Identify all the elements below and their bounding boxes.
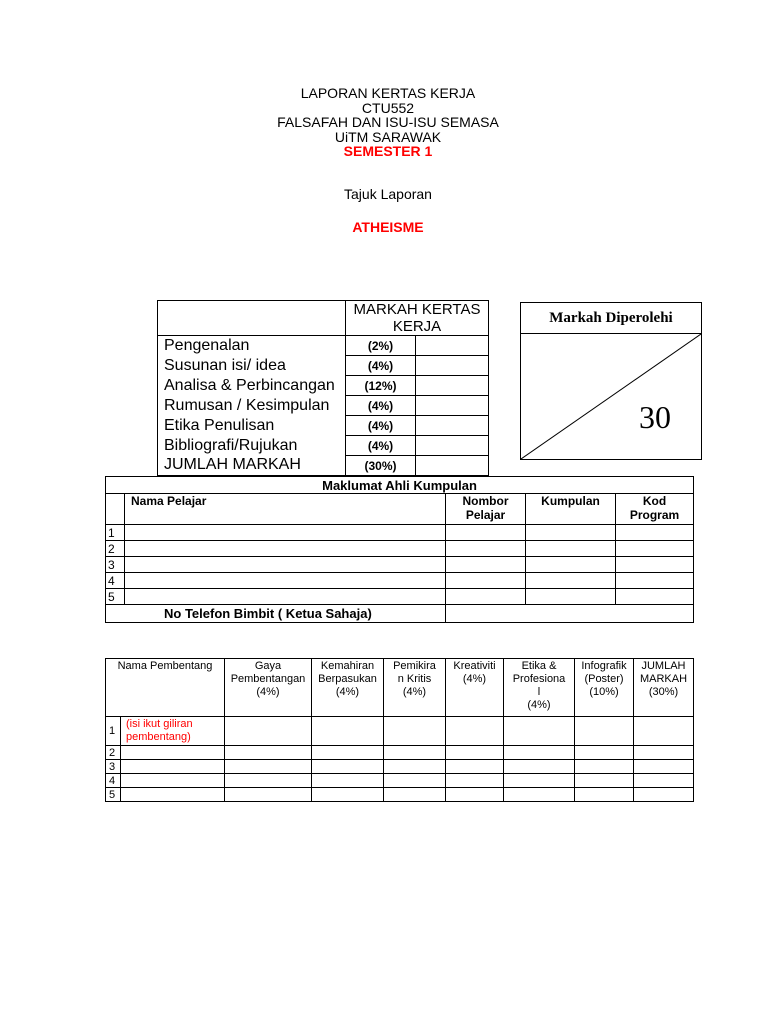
score-cell[interactable] — [634, 774, 694, 788]
jum-line2: MARKAH — [639, 673, 688, 685]
score-cell[interactable] — [384, 717, 446, 746]
member-kumpulan-cell[interactable] — [526, 589, 616, 605]
course-name: FALSAFAH DAN ISU-ISU SEMASA — [277, 114, 499, 130]
kre-line1: Kreativiti — [453, 660, 496, 672]
kem-line2: Berpasukan — [318, 673, 377, 685]
row-number: 5 — [106, 788, 121, 802]
member-kumpulan-cell[interactable] — [526, 557, 616, 573]
tajuk-label: Tajuk Laporan — [344, 186, 432, 202]
member-nombor-cell[interactable] — [446, 589, 526, 605]
member-kod-cell[interactable] — [616, 557, 694, 573]
member-name-cell[interactable] — [125, 525, 446, 541]
score-cell[interactable] — [446, 746, 504, 760]
presentation-table — [105, 658, 694, 802]
jum-line3: (30%) — [648, 686, 679, 698]
members-header-kod — [616, 494, 694, 525]
marks-total-label: JUMLAH MARKAH — [158, 456, 346, 476]
eti-line3: l — [537, 686, 541, 698]
table-row — [106, 717, 694, 746]
header-nama-pembentang: Nama Pembentang — [106, 659, 225, 717]
score-cell[interactable] — [634, 760, 694, 774]
header-etika — [504, 659, 575, 717]
score-cell[interactable] — [446, 717, 504, 746]
score-cell[interactable] — [312, 774, 384, 788]
score-cell[interactable] — [504, 717, 575, 746]
diagonal-line — [521, 334, 701, 459]
kem-line1: Kemahiran — [320, 660, 375, 672]
header-kreativiti — [446, 659, 504, 717]
table-row — [106, 525, 694, 541]
presentation-header-row — [106, 659, 694, 717]
marks-total-score[interactable] — [416, 456, 489, 476]
report-topic: ATHEISME — [352, 219, 424, 235]
member-kumpulan-cell[interactable] — [526, 525, 616, 541]
inf-line2: (Poster) — [584, 673, 624, 685]
score-cell[interactable] — [575, 774, 634, 788]
score-cell[interactable] — [384, 760, 446, 774]
row-number: 1 — [106, 717, 121, 746]
table-row — [106, 557, 694, 573]
inf-line3: (10%) — [589, 686, 619, 698]
marks-row-pct: (4%) — [346, 396, 416, 416]
member-kod-cell[interactable] — [616, 589, 694, 605]
marks-total-pct: (30%) — [346, 456, 416, 476]
members-header-nombor — [446, 494, 526, 525]
course-code: CTU552 — [361, 99, 415, 116]
score-cell[interactable] — [504, 746, 575, 760]
pem-line2: n Kritis — [397, 673, 432, 685]
marks-row-score[interactable] — [416, 396, 489, 416]
presenter-name-cell[interactable] — [121, 746, 225, 760]
score-cell[interactable] — [504, 774, 575, 788]
marks-row-pct: (4%) — [346, 416, 416, 436]
marks-row-label: Pengenalan — [158, 336, 346, 356]
presenter-note[interactable] — [121, 717, 225, 746]
marks-row-score[interactable] — [416, 356, 489, 376]
row-number: 2 — [106, 746, 121, 760]
header-infografik — [575, 659, 634, 717]
kre-line2: (4%) — [462, 673, 487, 685]
member-kod-cell[interactable] — [616, 541, 694, 557]
score-cell[interactable] — [575, 746, 634, 760]
score-cell[interactable] — [634, 746, 694, 760]
gaya-line1: Gaya — [254, 660, 282, 672]
score-cell[interactable] — [634, 717, 694, 746]
phone-input-cell[interactable] — [446, 605, 694, 623]
institution: UiTM SARAWAK — [334, 128, 442, 145]
marks-row — [158, 336, 489, 356]
kod-line2: Program — [629, 508, 680, 522]
score-cell[interactable] — [504, 760, 575, 774]
semester: SEMESTER 1 — [343, 143, 433, 159]
marks-row-label: Rumusan / Kesimpulan — [158, 396, 346, 416]
score-cell[interactable] — [634, 788, 694, 802]
score-cell[interactable] — [312, 717, 384, 746]
row-number: 5 — [106, 589, 125, 605]
member-kod-cell[interactable] — [616, 573, 694, 589]
pem-line1: Pemikira — [393, 660, 436, 672]
score-cell[interactable] — [225, 717, 312, 746]
gaya-line3: (4%) — [256, 686, 280, 698]
marks-row-label: Etika Penulisan — [158, 416, 346, 436]
marks-row-label: Bibliografi/Rujukan — [158, 436, 346, 456]
score-cell[interactable] — [446, 774, 504, 788]
row-number: 2 — [106, 541, 125, 557]
marks-row-score[interactable] — [416, 376, 489, 396]
member-name-cell[interactable] — [125, 589, 446, 605]
member-nombor-cell[interactable] — [446, 525, 526, 541]
marks-row-pct: (4%) — [346, 436, 416, 456]
member-name-cell[interactable] — [125, 541, 446, 557]
marks-row-pct: (4%) — [346, 356, 416, 376]
note-line2: pembentang) — [126, 731, 191, 743]
marks-row — [158, 376, 489, 396]
kod-line1: Kod — [642, 494, 667, 508]
header-jumlah — [634, 659, 694, 717]
score-cell[interactable] — [384, 746, 446, 760]
score-cell[interactable] — [312, 788, 384, 802]
score-cell[interactable] — [225, 774, 312, 788]
table-row — [106, 788, 694, 802]
marks-row-pct: (2%) — [346, 336, 416, 356]
marks-row-pct: (12%) — [346, 376, 416, 396]
marks-table-title: MARKAH KERTAS KERJA — [346, 301, 489, 336]
table-row — [106, 541, 694, 557]
row-number: 3 — [106, 557, 125, 573]
members-table-title: Maklumat Ahli Kumpulan — [106, 477, 694, 494]
presenter-name-cell[interactable] — [121, 774, 225, 788]
marks-row-score[interactable] — [416, 416, 489, 436]
kem-line3: (4%) — [335, 686, 360, 698]
member-name-cell[interactable] — [125, 573, 446, 589]
row-number: 1 — [106, 525, 125, 541]
table-row — [106, 573, 694, 589]
eti-line2: Profesiona — [512, 673, 566, 685]
eti-line4: (4%) — [527, 699, 551, 711]
score-cell[interactable] — [575, 760, 634, 774]
table-row — [106, 760, 694, 774]
marks-table-corner — [158, 301, 346, 336]
score-cell[interactable] — [225, 760, 312, 774]
score-cell[interactable] — [575, 717, 634, 746]
phone-label: No Telefon Bimbit ( Ketua Sahaja) — [106, 605, 446, 623]
header-gaya — [225, 659, 312, 717]
score-cell[interactable] — [446, 760, 504, 774]
score-cell[interactable] — [384, 774, 446, 788]
row-number: 4 — [106, 573, 125, 589]
markah-total: 30 — [639, 399, 671, 435]
marks-row-total — [158, 456, 489, 476]
inf-line1: Infografik — [581, 660, 627, 672]
score-cell[interactable] — [225, 788, 312, 802]
member-kod-cell[interactable] — [616, 525, 694, 541]
score-cell[interactable] — [225, 746, 312, 760]
member-kumpulan-cell[interactable] — [526, 541, 616, 557]
marks-row-label: Susunan isi/ idea — [158, 356, 346, 376]
marks-row-score[interactable] — [416, 336, 489, 356]
score-cell[interactable] — [446, 788, 504, 802]
score-cell[interactable] — [312, 760, 384, 774]
jum-line1: JUMLAH — [641, 660, 686, 672]
marks-row — [158, 396, 489, 416]
presenter-name-cell[interactable] — [121, 788, 225, 802]
table-row — [106, 746, 694, 760]
header-pemikiran — [384, 659, 446, 717]
marks-row-label: Analisa & Perbincangan — [158, 376, 346, 396]
note-line1: (isi ikut giliran — [126, 718, 193, 730]
marks-row — [158, 436, 489, 456]
member-kumpulan-cell[interactable] — [526, 573, 616, 589]
member-name-cell[interactable] — [125, 557, 446, 573]
member-nombor-cell[interactable] — [446, 541, 526, 557]
pem-line3: (4%) — [402, 686, 427, 698]
header-kemahiran — [312, 659, 384, 717]
members-header-kumpulan: Kumpulan — [526, 494, 616, 525]
marks-row — [158, 416, 489, 436]
eti-line1: Etika & — [521, 660, 557, 672]
row-number: 4 — [106, 774, 121, 788]
markah-diperolehi-title: Markah Diperolehi — [521, 303, 701, 334]
members-table — [105, 476, 694, 623]
nombor-line1: Nombor — [462, 494, 509, 508]
score-cell[interactable] — [312, 746, 384, 760]
header-title: LAPORAN KERTAS KERJA — [300, 85, 476, 101]
row-number: 3 — [106, 760, 121, 774]
report-header — [0, 86, 768, 159]
member-nombor-cell[interactable] — [446, 573, 526, 589]
members-header-name: Nama Pelajar — [125, 494, 446, 525]
marks-row — [158, 356, 489, 376]
marks-row-score[interactable] — [416, 436, 489, 456]
markah-diperolehi-box — [520, 302, 702, 460]
score-cell[interactable] — [504, 788, 575, 802]
members-header-num — [106, 494, 125, 525]
score-cell[interactable] — [384, 788, 446, 802]
score-cell[interactable] — [575, 788, 634, 802]
gaya-line2: Pembentangan — [230, 673, 306, 685]
marks-table — [157, 300, 489, 476]
table-row — [106, 774, 694, 788]
member-nombor-cell[interactable] — [446, 557, 526, 573]
table-row — [106, 589, 694, 605]
nombor-line2: Pelajar — [465, 508, 506, 522]
presenter-name-cell[interactable] — [121, 760, 225, 774]
